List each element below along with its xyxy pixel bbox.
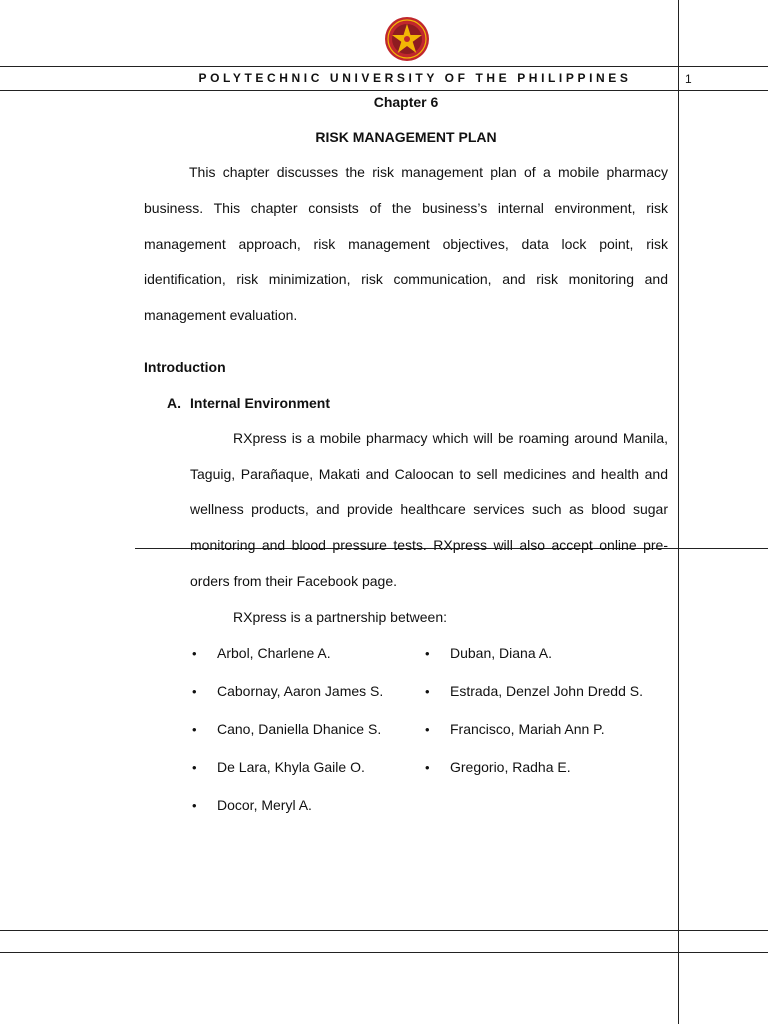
bullet-icon: • <box>425 760 430 775</box>
list-item <box>192 759 383 797</box>
header-bottom-rule <box>0 90 768 91</box>
bullet-icon: • <box>425 646 430 661</box>
bullet-icon: • <box>425 722 430 737</box>
partner-name: Gregorio, Radha E. <box>450 759 571 775</box>
list-item <box>425 759 643 797</box>
page-number: 1 <box>685 72 692 86</box>
section-letter: A. <box>167 395 181 411</box>
bullet-icon: • <box>192 760 197 775</box>
list-item <box>425 683 643 721</box>
bullet-icon: • <box>192 722 197 737</box>
bullet-icon: • <box>192 646 197 661</box>
internal-environment-paragraph: RXpress is a mobile pharmacy which will be roaming around Manila, Taguig, Parañaque, Makati and Caloocan to sell medicines and health and wellness products, and provide healthcare services such as blood sugar monitoring and blood pressure tests. RXpress will also accept online pre-orders from their Facebook page. <box>190 430 668 589</box>
bullet-icon: • <box>192 684 197 699</box>
section-heading <box>167 395 330 411</box>
partner-name: Estrada, Denzel John Dredd S. <box>450 683 643 699</box>
list-item <box>192 645 383 683</box>
chapter-title: RISK MANAGEMENT PLAN <box>315 129 497 145</box>
footer-top-rule <box>0 930 768 931</box>
partner-name: Cabornay, Aaron James S. <box>217 683 384 699</box>
university-seal-icon <box>384 16 430 62</box>
chapter-intro-paragraph <box>144 155 668 334</box>
section-title: Internal Environment <box>190 395 331 411</box>
chapter-intro-text: This chapter discusses the risk management plan of a mobile pharmacy business. This chapter consists of the business’s internal environment, risk management approach, risk management objectives, data lock point, risk identification, risk minimization, risk communication, and risk monitoring and management evaluation. <box>144 164 668 324</box>
bullet-icon: • <box>425 684 430 699</box>
list-item <box>425 721 643 759</box>
partner-name: Docor, Meryl A. <box>217 797 312 813</box>
bullet-icon: • <box>192 798 197 813</box>
chapter-number: Chapter 6 <box>373 94 439 110</box>
introduction-heading: Introduction <box>144 359 226 375</box>
partner-name: Arbol, Charlene A. <box>217 645 331 661</box>
partner-name: Duban, Diana A. <box>450 645 552 661</box>
list-item <box>192 721 383 759</box>
list-item <box>192 683 383 721</box>
university-name: POLYTECHNIC UNIVERSITY OF THE PHILIPPINES <box>198 71 632 85</box>
partners-list-right <box>425 645 643 797</box>
margin-rule <box>678 0 679 1024</box>
header-top-rule <box>0 66 768 67</box>
list-item <box>425 645 643 683</box>
partner-name: Francisco, Mariah Ann P. <box>450 721 605 737</box>
footer-bottom-rule <box>0 952 768 953</box>
partner-name: De Lara, Khyla Gaile O. <box>217 759 365 775</box>
partners-list-left <box>192 645 383 835</box>
partnership-intro: RXpress is a partnership between: <box>233 609 447 625</box>
list-item <box>192 797 383 835</box>
partner-name: Cano, Daniella Dhanice S. <box>217 721 382 737</box>
